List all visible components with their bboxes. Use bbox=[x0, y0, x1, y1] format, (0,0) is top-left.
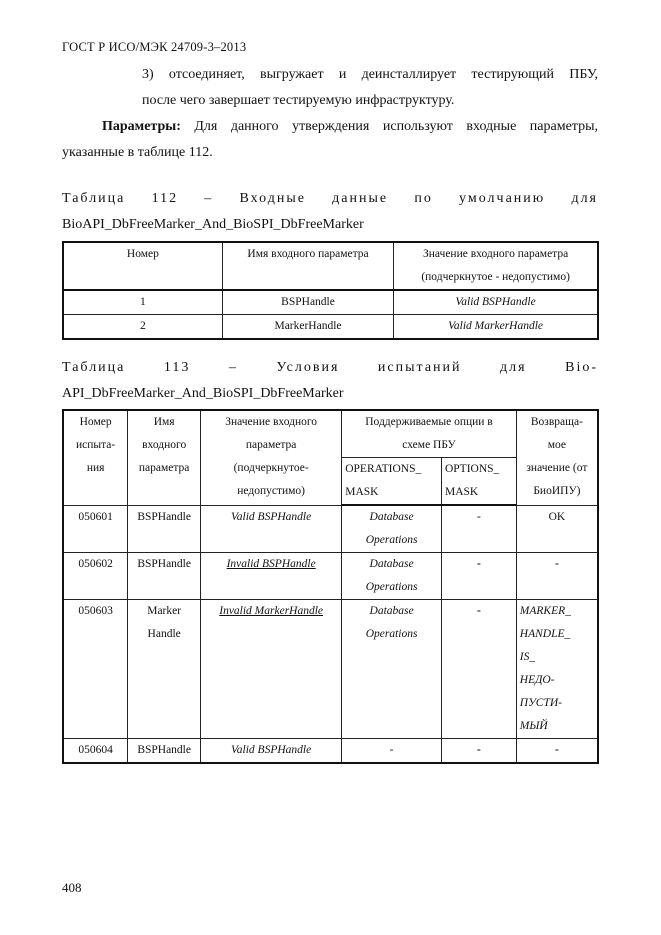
cell-num: 050601 bbox=[63, 505, 128, 553]
cell-opts: - bbox=[441, 600, 516, 739]
th-param-value: Значение входного параметра (подчеркнутое - недопустимо) bbox=[394, 242, 598, 290]
table113-header-row1 bbox=[63, 410, 598, 458]
table-row bbox=[63, 739, 598, 764]
table113 bbox=[62, 409, 599, 764]
cell-ret: - bbox=[516, 553, 598, 600]
th-number: Номер bbox=[63, 242, 222, 290]
cell-ops: - bbox=[342, 739, 442, 764]
table113-caption: Таблица 113 – Условия испытаний для Bio- bbox=[62, 360, 598, 375]
cell-ret: - bbox=[516, 739, 598, 764]
th-options-mask: OPTIONS_ MASK bbox=[441, 458, 516, 506]
th-return-value: Возвраща- мое значение (от БиоИПУ) bbox=[516, 410, 598, 505]
cell-value: Invalid BSPHandle bbox=[201, 553, 342, 600]
cell-opts: - bbox=[441, 505, 516, 553]
table112-caption: Таблица 112 – Входные данные по умолчанию для bbox=[62, 191, 598, 206]
cell-name: MarkerHandle bbox=[222, 315, 393, 340]
item3-line1: 3) отсоединяет, выгружает и деинсталлирует тестирующий ПБУ, bbox=[142, 67, 598, 82]
cell-num: 050602 bbox=[63, 553, 128, 600]
cell-name: Marker Handle bbox=[128, 600, 201, 739]
cell-opts: - bbox=[441, 739, 516, 764]
cell-ret: MARKER_ HANDLE_ IS_ НЕДО- ПУСТИ- МЫЙ bbox=[516, 600, 598, 739]
page-number: 408 bbox=[62, 880, 82, 895]
cell-value: Valid BSPHandle bbox=[394, 290, 598, 315]
cell-opts: - bbox=[441, 553, 516, 600]
cell-num: 050603 bbox=[63, 600, 128, 739]
document-header: ГОСТ Р ИСО/МЭК 24709-3–2013 bbox=[62, 40, 247, 54]
cell-ret: OK bbox=[516, 505, 598, 553]
table-row bbox=[63, 315, 598, 340]
cell-value: Valid BSPHandle bbox=[201, 505, 342, 553]
th-param-value: Значение входного параметра (подчеркнутое- недопустимо) bbox=[201, 410, 342, 505]
th-param-name: Имя входного параметра bbox=[222, 242, 393, 290]
params-line2: указанные в таблице 112. bbox=[62, 145, 213, 160]
cell-num: 050604 bbox=[63, 739, 128, 764]
params-text: Для данного утверждения используют входные параметры, bbox=[180, 119, 598, 134]
table-row bbox=[63, 505, 598, 553]
cell-ops: Database Operations bbox=[342, 600, 442, 739]
params-label: Параметры: bbox=[102, 119, 181, 134]
cell-value: Valid MarkerHandle bbox=[394, 315, 598, 340]
table-row bbox=[63, 290, 598, 315]
table113-caption-cont: API_DbFreeMarker_And_BioSPI_DbFreeMarker bbox=[62, 386, 344, 401]
item3-line2: после чего завершает тестируемую инфраструктуру. bbox=[142, 93, 455, 108]
cell-name: BSPHandle bbox=[128, 739, 201, 764]
cell-num: 1 bbox=[63, 290, 222, 315]
table-row bbox=[63, 600, 598, 739]
th-operations-mask: OPERATIONS_ MASK bbox=[342, 458, 442, 506]
cell-ops: Database Operations bbox=[342, 505, 442, 553]
cell-name: BSPHandle bbox=[128, 505, 201, 553]
table112-header-row bbox=[63, 242, 598, 290]
cell-name: BSPHandle bbox=[222, 290, 393, 315]
params-paragraph bbox=[102, 114, 598, 140]
table112-caption-cont: BioAPI_DbFreeMarker_And_BioSPI_DbFreeMarker bbox=[62, 217, 364, 232]
cell-ops: Database Operations bbox=[342, 553, 442, 600]
cell-num: 2 bbox=[63, 315, 222, 340]
cell-name: BSPHandle bbox=[128, 553, 201, 600]
th-supported-options: Поддерживаемые опции в схеме ПБУ bbox=[342, 410, 517, 458]
th-param-name: Имя входного параметра bbox=[128, 410, 201, 505]
cell-value: Valid BSPHandle bbox=[201, 739, 342, 764]
table112 bbox=[62, 241, 599, 340]
table-row bbox=[63, 553, 598, 600]
th-test-number: Номер испыта- ния bbox=[63, 410, 128, 505]
cell-value: Invalid MarkerHandle bbox=[201, 600, 342, 739]
